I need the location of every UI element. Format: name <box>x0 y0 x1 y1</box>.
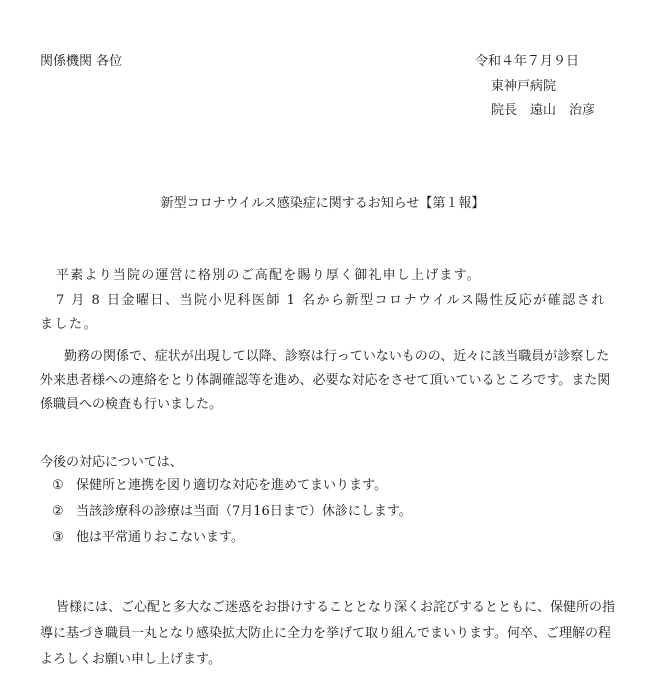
details-paragraph: 勤務の関係で、症状が出現して以降、診察は行っていないものの、近々に該当職員が診察した外来患者様への連絡をとり体調確認等を進め、必要な対応をさせて頂いているところです。また関係職員への検査も行いました。 <box>40 349 611 412</box>
closing-paragraph: 皆様には、ご心配と多大なご迷惑をお掛けすることとなり深くお詫びするとともに、保健所の指導に基づき職員一丸となり感染拡大防止に全力を挙げて取り組んでまいります。何卒、ご理解の程よろしくお願い申し上げます。 <box>40 600 616 667</box>
notice-title: 新型コロナウイルス感染症に関するお知らせ【第１報】 <box>160 196 485 211</box>
director-name: 院長 遠山 治彦 <box>491 103 596 118</box>
announcement-paragraph: 7 月 8 日金曜日、当院小児科医師 1 名から新型コロナウイルス陽性反応が確認されました。 <box>40 293 606 332</box>
item-text: 保健所と連携を図り適切な対応を進めてまいります。 <box>76 478 387 493</box>
item-number: ① <box>52 478 64 493</box>
item-number: ② <box>52 504 64 519</box>
issue-date: 令和４年７月９日 <box>475 54 580 69</box>
policy-heading: 今後の対応については、 <box>40 455 183 470</box>
greeting-paragraph: 平素より当院の運営に格別のご高配を賜り厚く御礼申し上げます。 <box>56 268 481 283</box>
list-item <box>52 499 412 525</box>
item-text: 他は平常通りおこないます。 <box>76 530 244 545</box>
item-text: 当該診療科の診療は当面（7月16日まで）休診にします。 <box>76 504 412 519</box>
hospital-name: 東神戸病院 <box>491 79 557 94</box>
list-item <box>52 525 412 551</box>
list-item <box>52 473 412 499</box>
item-number: ③ <box>52 530 64 545</box>
addressee: 関係機関 各位 <box>40 54 123 69</box>
policy-list <box>52 473 412 551</box>
